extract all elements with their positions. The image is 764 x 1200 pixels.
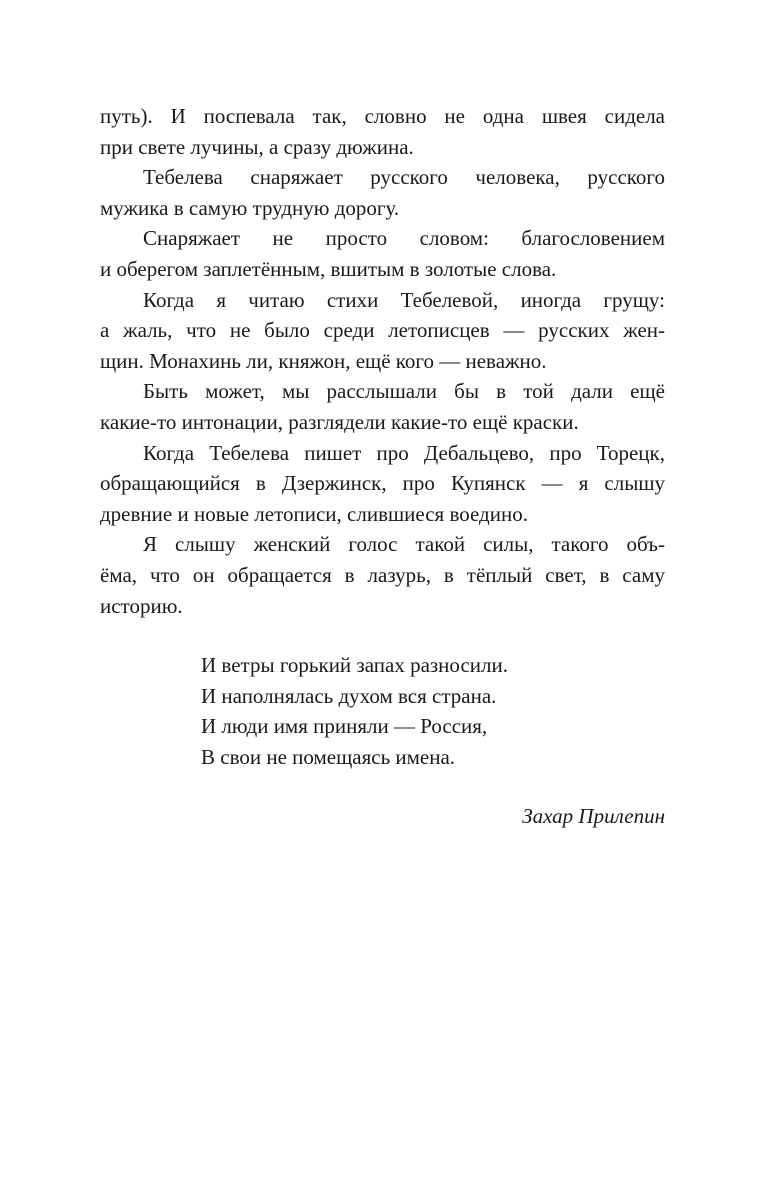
- author-signature: Захар Прилепин: [522, 804, 665, 829]
- poem-line: В свои не помещаясь имена.: [201, 744, 456, 769]
- prose-line: обращающийся в Дзержинск, про Купянск — я слышу: [100, 471, 665, 496]
- poem-line: И наполнялась духом вся страна.: [201, 683, 497, 708]
- poem-line: И люди имя приняли — Россия,: [201, 714, 488, 739]
- prose-line: мужика в самую трудную дорогу.: [100, 195, 400, 220]
- page-text: [100, 101, 665, 853]
- prose-line: Тебелева снаряжает русского человека, русского: [143, 165, 665, 190]
- prose-line: Я слышу женский голос такой силы, такого объ-: [143, 532, 665, 557]
- prose-line: при свете лучины, а сразу дюжина.: [100, 134, 414, 159]
- prose-line: Снаряжает не просто словом: благословением: [143, 226, 665, 251]
- poem-quote: [100, 650, 665, 772]
- prose-line: а жаль, что не было среди летописцев — русских жен-: [100, 318, 665, 343]
- prose-line: Когда я читаю стихи Тебелевой, иногда грущу:: [143, 287, 665, 312]
- prose-line: Быть может, мы расслышали бы в той дали ещё: [143, 379, 665, 404]
- poem-line: И ветры горький запах разносили.: [201, 653, 508, 678]
- prose-line: древние и новые летописи, слившиеся воедино.: [100, 501, 528, 526]
- prose-line: щин. Монахинь ли, княжон, ещё кого — неважно.: [100, 348, 547, 373]
- prose-line: и оберегом заплетённым, вшитым в золотые слова.: [100, 256, 557, 281]
- prose-line: историю.: [100, 593, 183, 618]
- prose-line: путь). И поспевала так, словно не одна швея сидела: [100, 104, 665, 128]
- prose-line: какие-то интонации, разглядели какие-то ещё краски.: [100, 409, 579, 434]
- prose-line: Когда Тебелева пишет про Дебальцево, про Торецк,: [143, 440, 665, 465]
- prose-line: ёма, что он обращается в лазурь, в тёплый свет, в саму: [100, 562, 665, 587]
